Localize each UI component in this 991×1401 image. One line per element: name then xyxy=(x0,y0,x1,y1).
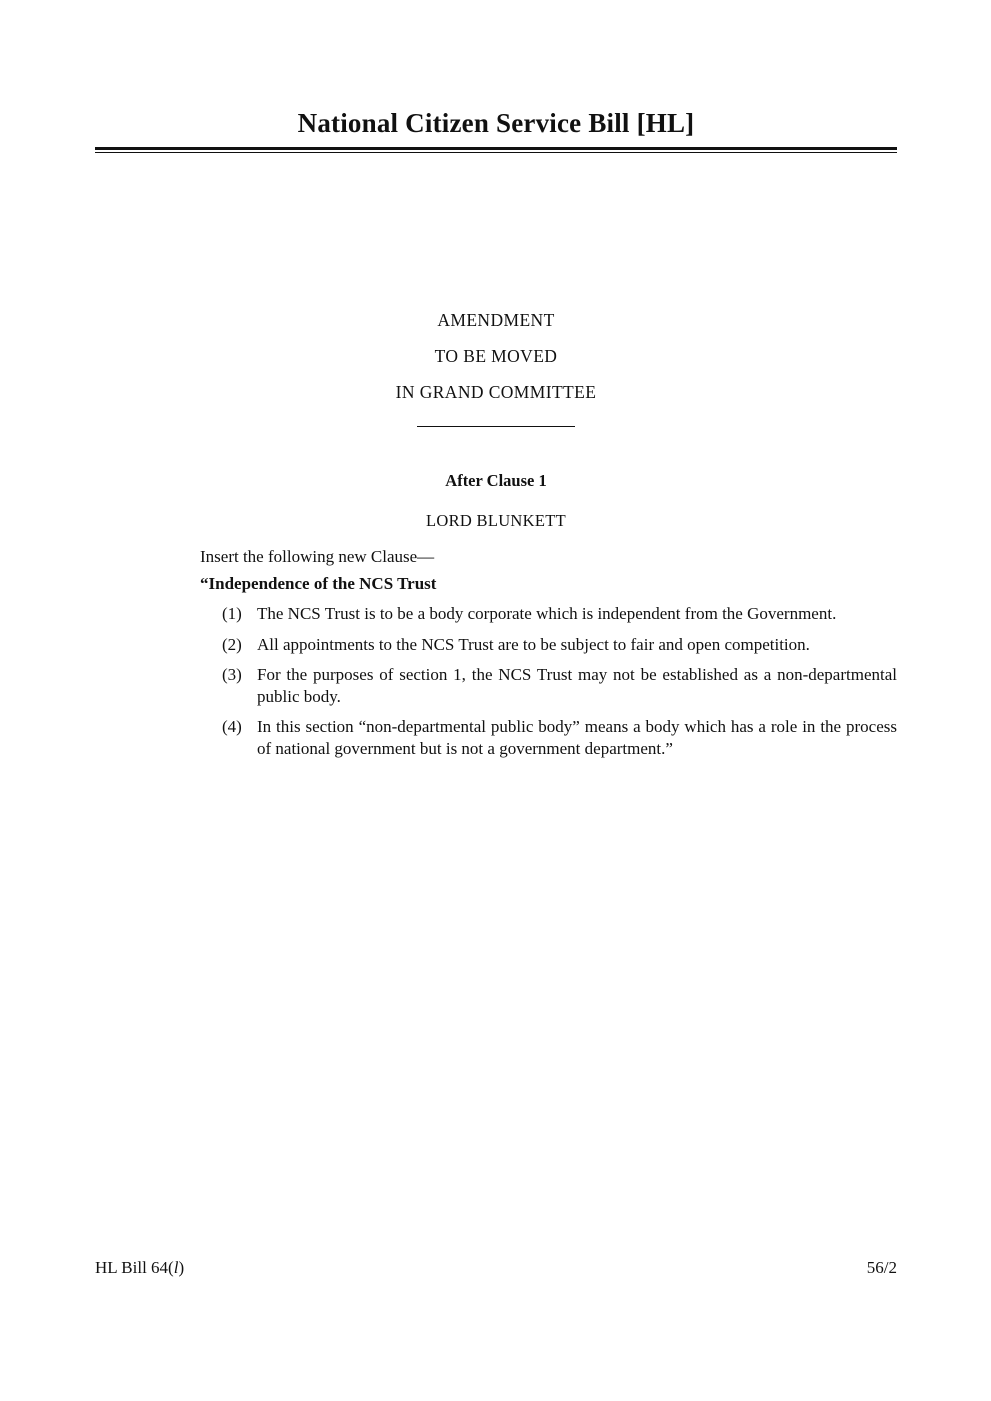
clause-text: For the purposes of section 1, the NCS Trust may not be established as a non-departmental public body. xyxy=(257,665,897,706)
footer-bill-reference xyxy=(95,1258,184,1278)
clause-number: (4) xyxy=(222,717,242,736)
amendment-notice xyxy=(95,311,897,402)
footer-bill-ref-italic: l xyxy=(173,1258,179,1277)
new-clause-title: “Independence of the NCS Trust xyxy=(200,574,437,593)
footer-bill-ref-prefix: HL Bill 64( xyxy=(95,1258,174,1277)
clause-number: (3) xyxy=(222,665,242,684)
clause-item-2 xyxy=(222,634,897,656)
clause-text: The NCS Trust is to be a body corporate which is independent from the Government. xyxy=(257,604,837,623)
notice-line-to-be-moved: TO BE MOVED xyxy=(434,346,558,366)
notice-line-amendment: AMENDMENT xyxy=(437,310,555,330)
clause-text: In this section “non-departmental public body” means a body which has a role in the process of national government but is not a government department.” xyxy=(257,717,897,758)
page-footer xyxy=(95,1258,897,1278)
insert-instruction: Insert the following new Clause— xyxy=(200,547,435,566)
mover-name: LORD BLUNKETT xyxy=(425,511,566,530)
clause-item-1 xyxy=(222,603,897,625)
section-heading: After Clause 1 xyxy=(445,471,547,490)
footer-bill-ref-suffix: ) xyxy=(178,1258,185,1277)
separator-rule xyxy=(417,426,575,427)
title-double-rule xyxy=(95,147,897,153)
clause-number: (2) xyxy=(222,634,242,654)
clause-item-3 xyxy=(222,664,897,707)
bill-title: National Citizen Service Bill [HL] xyxy=(297,108,695,138)
clause-text: All appointments to the NCS Trust are to be subject to fair and open competition. xyxy=(257,634,810,654)
document-content xyxy=(95,0,897,759)
notice-line-committee: IN GRAND COMMITTEE xyxy=(395,382,597,402)
footer-page-number: 56/2 xyxy=(866,1258,897,1277)
clause-item-4 xyxy=(222,716,897,759)
clause-number: (1) xyxy=(222,604,242,623)
